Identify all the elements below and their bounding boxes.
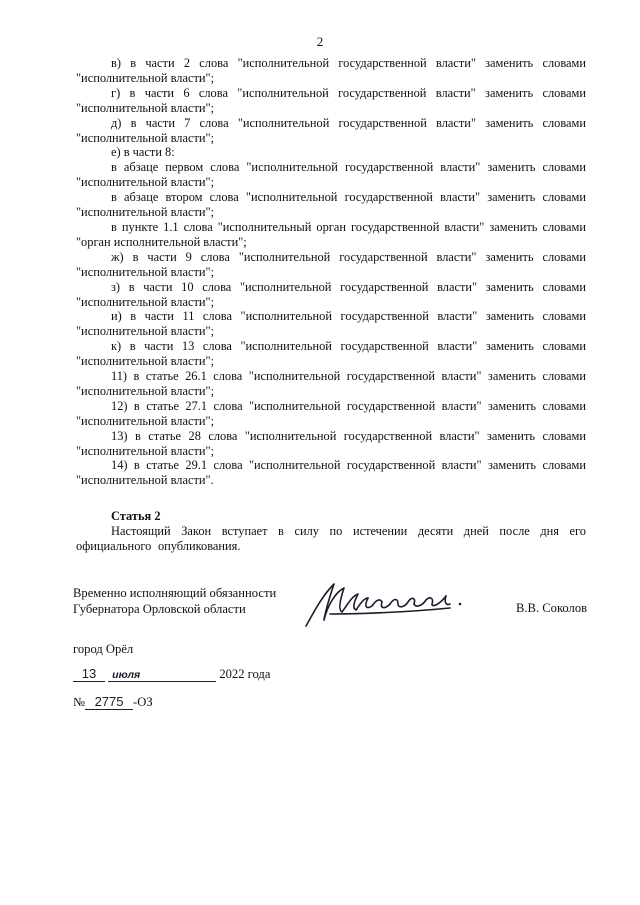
list-item	[76, 250, 586, 280]
law-number: 2775	[85, 694, 133, 710]
item-first-line: 14) в статье 29.1 слова "исполнительной государственной власти" заменить словами	[111, 458, 586, 473]
article-text: Настоящий Закон вступает в силу по истечении десяти дней после дня его официального опубликования.	[76, 524, 586, 554]
item-continuation: "исполнительной власти";	[76, 264, 215, 279]
date-year: 2022 года	[219, 667, 271, 681]
item-first-line: в абзаце втором слова "исполнительной государственной власти" заменить словами	[111, 190, 586, 205]
law-number-line	[73, 694, 153, 710]
item-first-line: г) в части 6 слова "исполнительной государственной власти" заменить словами	[111, 85, 586, 100]
handwritten-signature	[300, 574, 470, 630]
position-line-2: Губернатора Орловской области	[73, 601, 246, 616]
item-continuation: "исполнительной власти";	[76, 354, 215, 369]
item-continuation: "исполнительной власти";	[76, 294, 215, 309]
item-first-line: в абзаце первом слова "исполнительной государственной власти" заменить словами	[111, 160, 586, 175]
item-continuation: "исполнительной власти";	[76, 413, 215, 428]
list-item	[76, 86, 586, 116]
list-item	[76, 220, 586, 250]
list-item	[76, 190, 586, 220]
list-item	[76, 339, 586, 369]
item-continuation: "исполнительной власти";	[76, 443, 215, 458]
item-first-line: ж) в части 9 слова "исполнительной государственной власти" заменить словами	[111, 249, 586, 264]
city-line: город Орёл	[73, 642, 134, 656]
item-continuation: "исполнительной власти";	[76, 100, 215, 115]
item-first-line: в) в части 2 слова "исполнительной государственной власти" заменить словами	[111, 56, 586, 70]
item-first-line: е) в части 8:	[111, 145, 175, 160]
item-first-line: 13) в статье 28 слова "исполнительной государственной власти" заменить словами	[111, 428, 586, 443]
signatory-name: В.В. Соколов	[516, 601, 588, 615]
list-item	[76, 369, 586, 399]
item-first-line: з) в части 10 слова "исполнительной государственной власти" заменить словами	[111, 279, 586, 294]
item-first-line: к) в части 13 слова "исполнительной государственной власти" заменить словами	[111, 339, 586, 354]
date-month: июля	[108, 669, 216, 682]
page-number: 2	[316, 34, 324, 49]
list-item	[76, 399, 586, 429]
item-continuation: "исполнительной власти";	[76, 130, 215, 145]
list-item	[76, 116, 586, 146]
signatory-position	[73, 586, 276, 617]
number-suffix: -ОЗ	[133, 695, 153, 709]
item-continuation: "исполнительной власти".	[76, 473, 214, 488]
article-title: Статья 2	[111, 509, 161, 524]
date-day: 13	[73, 666, 105, 682]
list-item	[76, 309, 586, 339]
item-continuation: "исполнительной власти";	[76, 205, 215, 220]
item-continuation: "исполнительной власти";	[76, 324, 215, 339]
amendments-list	[76, 56, 586, 554]
item-continuation: "исполнительной власти";	[76, 175, 215, 190]
list-item	[76, 458, 586, 488]
item-first-line: и) в части 11 слова "исполнительной государственной власти" заменить словами	[111, 309, 586, 324]
item-continuation: "орган исполнительной власти";	[76, 234, 247, 249]
list-item	[76, 160, 586, 190]
list-item	[76, 429, 586, 459]
item-first-line: в пункте 1.1 слова "исполнительный орган государственной власти" заменить словами	[111, 219, 586, 234]
number-prefix: №	[73, 695, 86, 709]
list-item	[76, 56, 586, 86]
position-line-1: Временно исполняющий обязанности	[73, 586, 277, 600]
item-first-line: 11) в статье 26.1 слова "исполнительной государственной власти" заменить словами	[111, 369, 586, 384]
item-continuation: "исполнительной власти";	[76, 383, 215, 398]
item-continuation: "исполнительной власти";	[76, 70, 215, 85]
date-line	[73, 666, 270, 682]
item-first-line: 12) в статье 27.1 слова "исполнительной государственной власти" заменить словами	[111, 398, 586, 413]
list-item	[76, 145, 586, 160]
list-item	[76, 280, 586, 310]
item-first-line: д) в части 7 слова "исполнительной государственной власти" заменить словами	[111, 115, 586, 130]
